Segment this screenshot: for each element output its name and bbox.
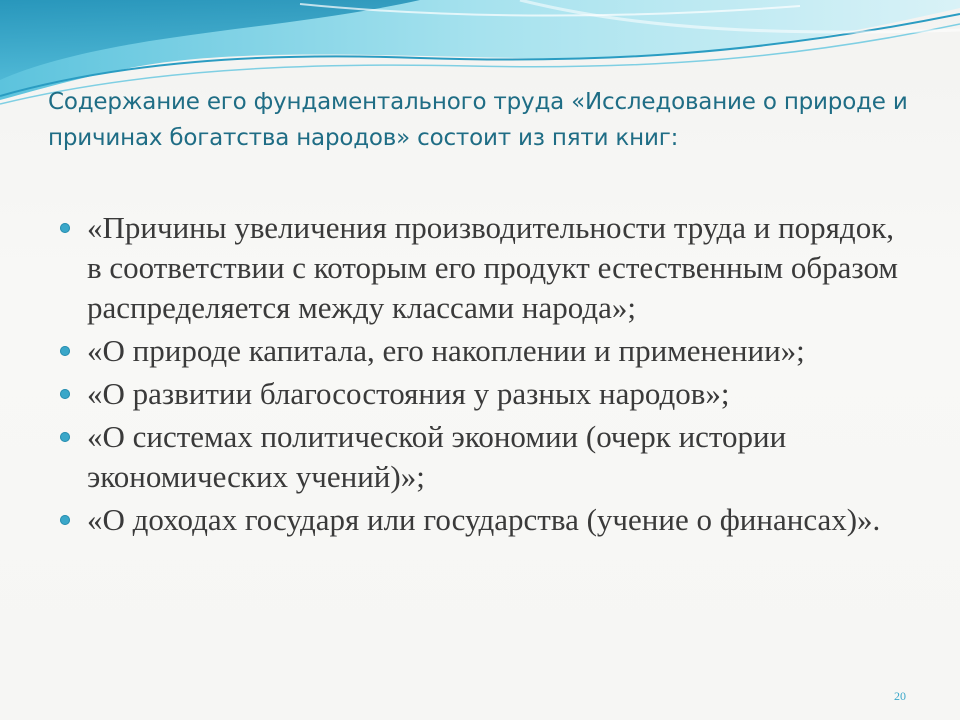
list-item [60,331,910,371]
bullet-icon [60,346,70,356]
bullet-icon [60,389,70,399]
bullet-list [60,208,910,543]
list-item [60,374,910,414]
page-number: 20 [894,689,906,703]
bullet-text: «О доходах государя или государства (учение о финансах)». [87,502,881,537]
bullet-text: «О природе капитала, его накоплении и применении»; [87,333,805,368]
bullet-text: «О системах политической экономии (очерк истории экономических учений)»; [87,419,787,494]
bullet-icon [60,432,70,442]
list-item [60,417,910,497]
bullet-text: «Причины увеличения производительности труда и порядок, в соответствии с которым его продукт естественным образом распределяется между классами народа»; [87,210,898,325]
bullet-icon [60,515,70,525]
slide-title: Содержание его фундаментального труда «Исследование о природе и причинах богатства народов» состоит из пяти книг: [48,89,908,151]
bullet-text: «О развитии благосостояния у разных народов»; [87,376,730,411]
list-item [60,208,910,328]
list-item [60,500,910,540]
bullet-icon [60,223,70,233]
